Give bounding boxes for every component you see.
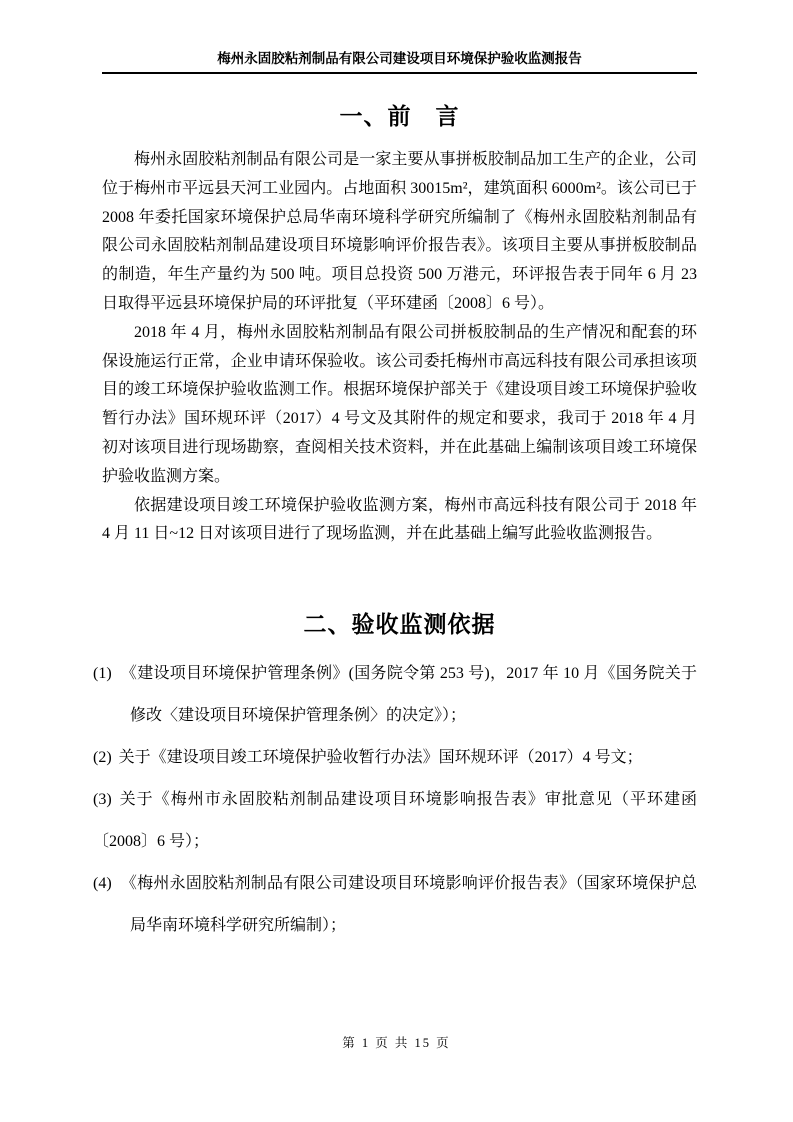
paragraph: 梅州永固胶粘剂制品有限公司是一家主要从事拼板胶制品加工生产的企业，公司位于梅州市平远县天河工业园内。占地面积 30015m²，建筑面积 6000m²。该公司已于 2008 年委托国家环境保护总局华南环境科学研究所编制了《梅州永固胶粘剂制品有限公司永固胶粘剂制品建设项目环境影响评价报告表》。该项目主要从事拼板胶制品的制造，年生产量约为 500 吨。项目总投资 500 万港元，环评报告表于同年 6 月 23 日取得平远县环境保护局的环评批复（平环建函〔2008〕6 号）。: [102, 151, 697, 312]
list-item: [93, 653, 697, 737]
section-2-heading: 二、验收监测依据: [303, 611, 496, 638]
page-content: [93, 0, 697, 947]
section-1-body: [102, 146, 697, 549]
list-item-marker: (3): [93, 791, 112, 809]
list-item: [93, 779, 697, 863]
page-number-footer: 第 1 页 共 15 页: [342, 1036, 451, 1050]
section-1-heading: 一、前 言: [339, 103, 460, 129]
paragraph: 2018 年 4 月，梅州永固胶粘剂制品有限公司拼板胶制品的生产情况和配套的环保设施运行正常，企业申请环保验收。该公司委托梅州市高远科技有限公司承担该项目的竣工环境保护验收监测工作。根据环境保护部关于《建设项目竣工环境保护验收暂行办法》国环规环评（2017）4 号文及其附件的规定和要求，我司于 2018 年 4 月初对该项目进行现场勘察，查阅相关技术资料，并在此基础上编制该项目竣工环境保护验收监测方案。: [102, 323, 697, 485]
paragraph: 依据建设项目竣工环境保护验收监测方案，梅州市高远科技有限公司于 2018 年 4 月 11 日~12 日对该项目进行了现场监测，并在此基础上编写此验收监测报告。: [102, 496, 697, 543]
list-item-text: 《建设项目环境保护管理条例》(国务院令第 253 号)，2017 年 10 月《国务院关于修改〈建设项目环境保护管理条例〉的决定》）；: [120, 665, 697, 725]
list-item: [93, 863, 697, 947]
page-header-title: 梅州永固胶粘剂制品有限公司建设项目环境保护验收监测报告: [217, 51, 582, 66]
list-item-marker: (2): [93, 749, 112, 767]
reference-list: [93, 653, 697, 947]
list-item-marker: (4): [93, 875, 112, 893]
list-item-text: 关于《梅州市永固胶粘剂制品建设项目环境影响报告表》审批意见（平环建函〔2008〕6 号）；: [93, 791, 697, 851]
list-item-marker: (1): [93, 665, 112, 683]
list-item-text: 关于《建设项目竣工环境保护验收暂行办法》国环规环评（2017）4 号文；: [118, 749, 643, 767]
header-rule: [102, 72, 697, 74]
list-item-text: 《梅州永固胶粘剂制品有限公司建设项目环境影响评价报告表》（国家环境保护总局华南环境科学研究所编制）；: [120, 875, 697, 935]
list-item: [93, 737, 697, 779]
